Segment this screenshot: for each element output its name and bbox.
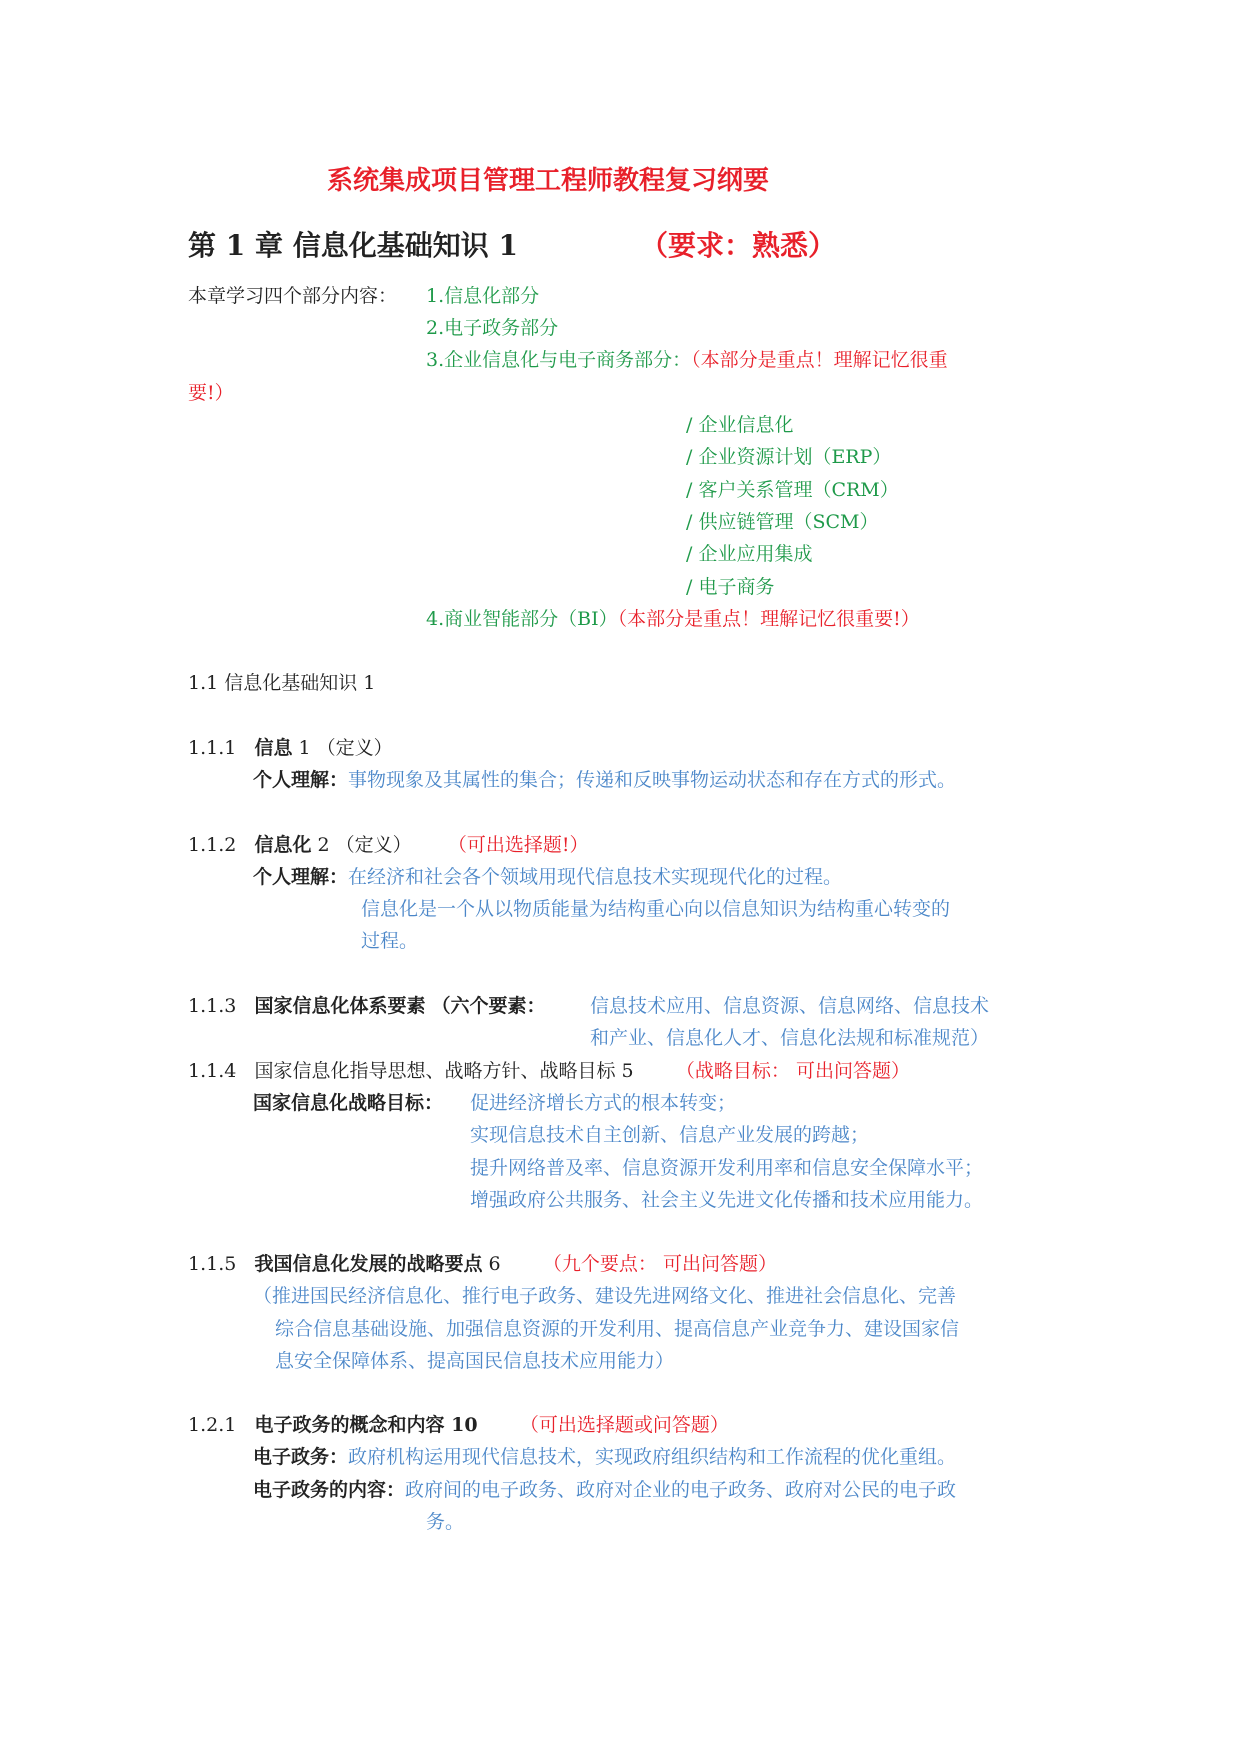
- chapter-heading: 第 1 章 信息化基础知识 1: [188, 229, 518, 262]
- sub-item: / 企业信息化: [686, 414, 794, 436]
- section-1-1-5-heading: [188, 1251, 777, 1277]
- section-suffix: 6: [482, 1253, 501, 1275]
- strategic-goal: 实现信息技术自主创新、信息产业发展的跨越；: [470, 1124, 870, 1146]
- intro-label: 本章学习四个部分内容：: [188, 285, 398, 307]
- section-1-1-2-heading: [188, 832, 589, 858]
- section-title: 信息化: [254, 834, 312, 856]
- section-suffix: 2 （定义）: [311, 834, 412, 856]
- strategic-goals-label: 国家信息化战略目标：: [253, 1092, 444, 1114]
- section-1-1-2-understanding: [253, 864, 842, 890]
- section-number: 1.1.5: [188, 1253, 237, 1275]
- section-suffix: 1 （定义）: [292, 737, 393, 759]
- sub-item: / 客户关系管理（CRM）: [686, 479, 899, 501]
- section-note: （九个要点： 可出问答题）: [542, 1253, 777, 1275]
- understanding-text: 事物现象及其属性的集合；传递和反映事物运动状态和存在方式的形式。: [348, 769, 957, 791]
- section-title: 国家信息化指导思想、战略方针、战略目标 5: [254, 1060, 634, 1082]
- chapter-requirement: （要求：熟悉）: [640, 229, 837, 262]
- intro-part-4-label: 4.商业智能部分（BI）: [426, 608, 618, 630]
- understanding-text-2: 信息化是一个从以物质能量为结构重心向以信息知识为结构重心转变的: [361, 898, 951, 920]
- section-title: 国家信息化体系要素: [254, 995, 426, 1017]
- section-label: （六个要素：: [431, 995, 546, 1017]
- section-number: 1.1.1: [188, 737, 237, 759]
- sub-item: / 企业应用集成: [686, 543, 813, 565]
- key-points-text-3: 息安全保障体系、提高国民信息技术应用能力）: [275, 1350, 675, 1372]
- section-number: 1.1.3: [188, 995, 237, 1017]
- intro-part-3: [426, 347, 948, 373]
- elements-text-2: 和产业、信息化人才、信息化法规和标准规范）: [590, 1027, 990, 1049]
- section-1-1-1-understanding: [253, 767, 956, 793]
- intro-part-3-note-cont: 要!）: [188, 382, 234, 404]
- section-1-2-1-heading: [188, 1412, 729, 1438]
- section-note: （可出选择题或问答题）: [519, 1414, 729, 1436]
- section-1-1-1-heading: [188, 735, 393, 761]
- understanding-text: 在经济和社会各个领域用现代信息技术实现现代化的过程。: [348, 866, 843, 888]
- intro-part-3-note: （本部分是重点！理解记忆很重: [691, 349, 948, 371]
- egov-content-label: 电子政务的内容：: [253, 1479, 406, 1501]
- intro-part-4-note: （本部分是重点！理解记忆很重要!）: [617, 608, 920, 630]
- egov-definition: [253, 1444, 956, 1470]
- understanding-label: 个人理解：: [253, 769, 349, 791]
- egov-label: 电子政务：: [253, 1446, 349, 1468]
- key-points-text-2: 综合信息基础设施、加强信息资源的开发利用、提高信息产业竞争力、建设国家信: [275, 1318, 960, 1340]
- egov-content-text: 政府间的电子政务、政府对企业的电子政务、政府对公民的电子政: [405, 1479, 957, 1501]
- section-title: 我国信息化发展的战略要点: [254, 1253, 483, 1275]
- intro-part-2: 2.电子政务部分: [426, 317, 559, 339]
- sub-item: / 电子商务: [686, 576, 775, 598]
- section-number: 1.1.4: [188, 1060, 237, 1082]
- egov-text: 政府机构运用现代信息技术，实现政府组织结构和工作流程的优化重组。: [348, 1446, 957, 1468]
- strategic-goal: 促进经济增长方式的根本转变；: [470, 1092, 737, 1114]
- section-1-1-3-heading: [188, 993, 546, 1019]
- section-note: （战略目标： 可出问答题）: [675, 1060, 910, 1082]
- egov-content-text-cont: 务。: [426, 1511, 465, 1533]
- section-title: 信息: [254, 737, 293, 759]
- understanding-label: 个人理解：: [253, 866, 349, 888]
- section-number: 1.2.1: [188, 1414, 237, 1436]
- egov-content: [253, 1477, 956, 1503]
- key-points-text-1: （推进国民经济信息化、推行电子政务、建设先进网络文化、推进社会信息化、完善: [253, 1285, 957, 1307]
- strategic-goal: 提升网络普及率、信息资源开发利用率和信息安全保障水平；: [470, 1157, 984, 1179]
- sub-item: / 供应链管理（SCM）: [686, 511, 879, 533]
- strategic-goal: 增强政府公共服务、社会主义先进文化传播和技术应用能力。: [470, 1189, 984, 1211]
- section-number: 1.1.2: [188, 834, 237, 856]
- section-1-1-4-heading: [188, 1058, 910, 1084]
- section-1-1-heading: 1.1 信息化基础知识 1: [188, 672, 376, 694]
- elements-text-1: 信息技术应用、信息资源、信息网络、信息技术: [590, 995, 990, 1017]
- intro-part-1: 1.信息化部分: [426, 285, 540, 307]
- intro-part-4: [426, 606, 920, 632]
- section-note: （可出选择题!）: [447, 834, 589, 856]
- intro-part-3-label: 3.企业信息化与电子商务部分：: [426, 349, 692, 371]
- page-title: 系统集成项目管理工程师教程复习纲要: [327, 166, 770, 196]
- understanding-text-3: 过程。: [361, 930, 419, 952]
- section-title: 电子政务的概念和内容 10: [254, 1414, 478, 1436]
- sub-item: / 企业资源计划（ERP）: [686, 446, 892, 468]
